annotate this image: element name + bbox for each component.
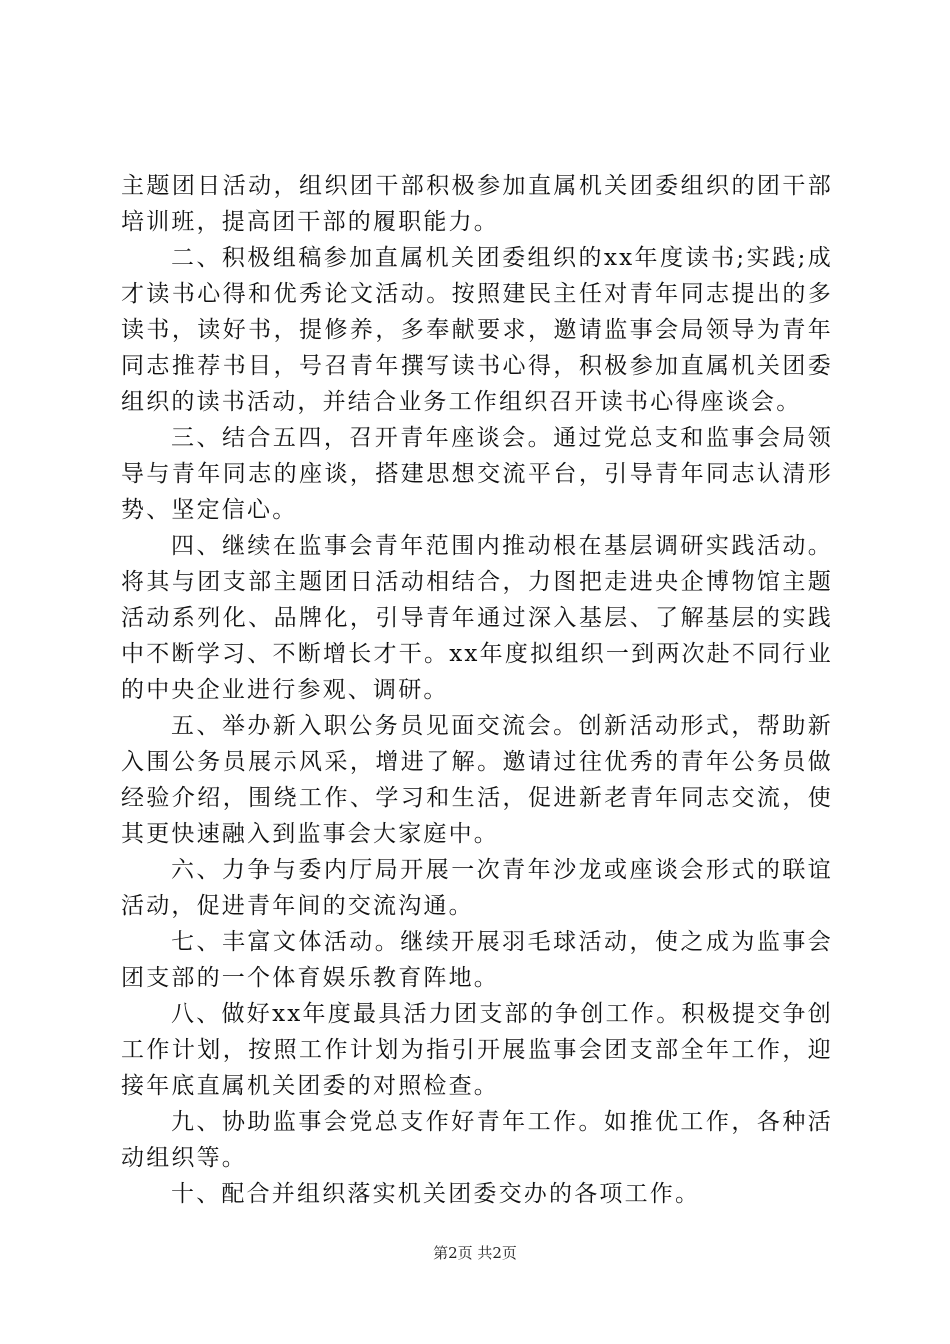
paragraph-item-4: 四、继续在监事会青年范围内推动根在基层调研实践活动。将其与团支部主题团日活动相结合，力图把走进央企博物馆主题活动系列化、品牌化，引导青年通过深入基层、了解基层的实践中不断学习、不断增长才干。xx年度拟组织一到两次赴不同行业的中央企业进行参观、调研。 (121, 533, 833, 703)
paragraph-item-3: 三、结合五四，召开青年座谈会。通过党总支和监事会局领导与青年同志的座谈，搭建思想交流平台，引导青年同志认清形势、坚定信心。 (121, 425, 833, 523)
document-body (121, 168, 833, 1212)
paragraph-item-5: 五、举办新入职公务员见面交流会。创新活动形式，帮助新入围公务员展示风采，增进了解。邀请过往优秀的青年公务员做经验介绍，围绕工作、学习和生活，促进新老青年同志交流，使其更快速融入到监事会大家庭中。 (121, 713, 833, 847)
paragraph-item-8: 八、做好xx年度最具活力团支部的争创工作。积极提交争创工作计划，按照工作计划为指引开展监事会团支部全年工作，迎接年底直属机关团委的对照检查。 (121, 1001, 833, 1099)
paragraph-item-6: 六、力争与委内厅局开展一次青年沙龙或座谈会形式的联谊活动，促进青年间的交流沟通。 (121, 857, 833, 919)
paragraph-continuation: 主题团日活动，组织团干部积极参加直属机关团委组织的团干部培训班，提高团干部的履职能力。 (121, 173, 833, 235)
page-number-footer: 第2页 共2页 (433, 1244, 517, 1262)
paragraph-item-9: 九、协助监事会党总支作好青年工作。如推优工作，各种活动组织等。 (121, 1109, 833, 1171)
paragraph-item-7: 七、丰富文体活动。继续开展羽毛球活动，使之成为监事会团支部的一个体育娱乐教育阵地。 (121, 929, 833, 991)
paragraph-item-2: 二、积极组稿参加直属机关团委组织的xx年度读书;实践;成才读书心得和优秀论文活动。按照建民主任对青年同志提出的多读书，读好书，提修养，多奉献要求，邀请监事会局领导为青年同志推荐书目，号召青年撰写读书心得，积极参加直属机关团委组织的读书活动，并结合业务工作组织召开读书心得座谈会。 (121, 245, 833, 415)
paragraph-item-10: 十、配合并组织落实机关团委交办的各项工作。 (171, 1181, 701, 1207)
